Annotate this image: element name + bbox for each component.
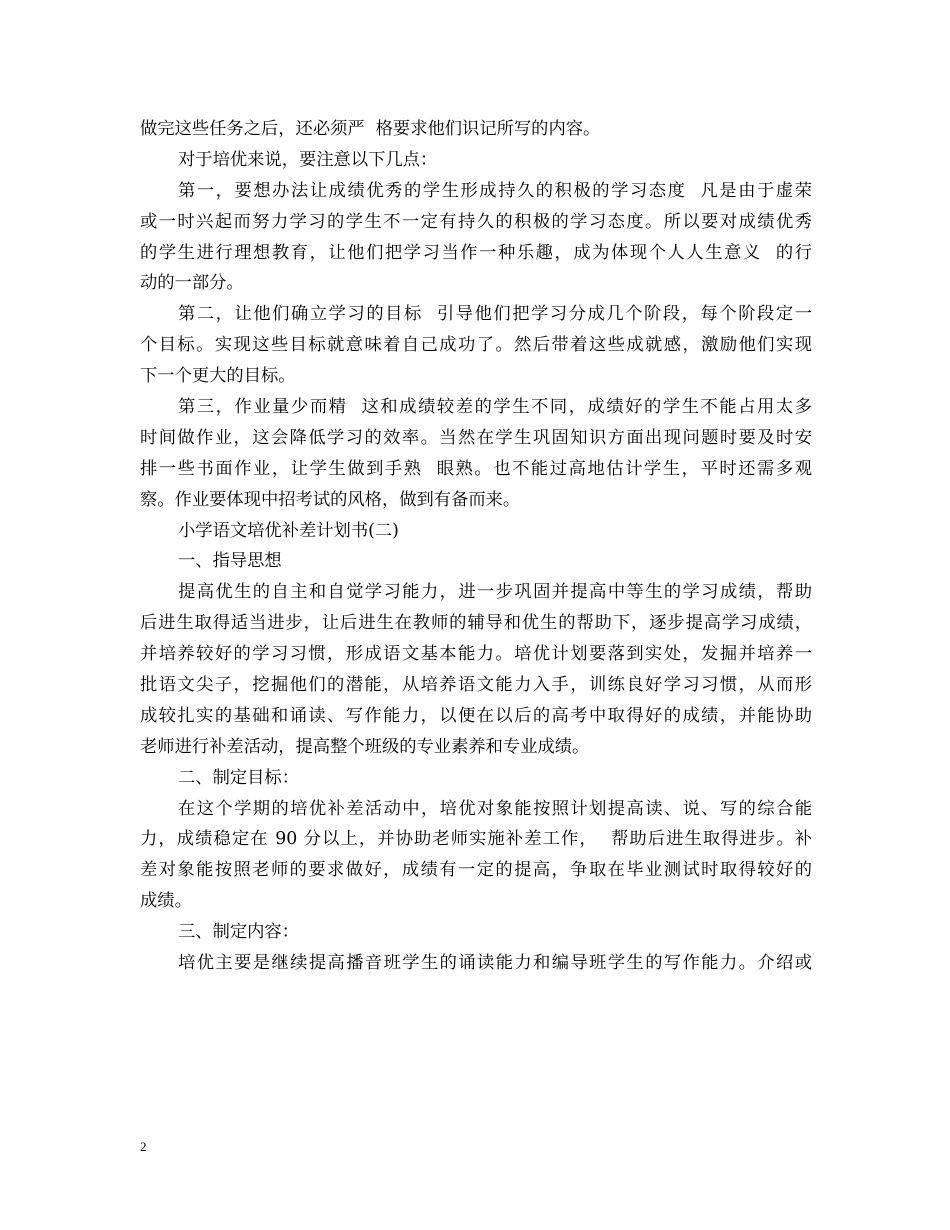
text-line: 老师进行补差活动，提高整个班级的专业素养和专业成绩。 bbox=[140, 736, 590, 757]
text-line: 个目标。实现这些目标就意味着自己成功了。然后带着这些成就感，激励他们实现 bbox=[140, 335, 812, 356]
text-line: 提高优生的自主和自觉学习能力，进一步巩固并提高中等生的学习成绩，帮助 bbox=[178, 582, 812, 603]
text-line: 的学生进行理想教育，让他们把学习当作一种乐趣，成为体现个人人生意义 的行 bbox=[140, 242, 812, 263]
page-number: 2 bbox=[140, 1139, 147, 1154]
text-line: 成较扎实的基础和诵读、写作能力，以便在以后的高考中取得好的成绩，并能协助 bbox=[140, 705, 812, 726]
text-line: 第三，作业量少而精 这和成绩较差的学生不同，成绩好的学生不能占用太多 bbox=[178, 397, 812, 418]
text-line: 或一时兴起而努力学习的学生不一定有持久的积极的学习态度。所以要对成绩优秀 bbox=[140, 211, 812, 232]
text-line: 对于培优来说，要注意以下几点： bbox=[178, 149, 438, 170]
text-line: 培优主要是继续提高播音班学生的诵读能力和编导班学生的写作能力。介绍或 bbox=[178, 953, 812, 974]
text-line: 时间做作业，这会降低学习的效率。当然在学生巩固知识方面出现问题时要及时安 bbox=[140, 427, 812, 448]
text-line: 第二，让他们确立学习的目标 引导他们把学习分成几个阶段，每个阶段定一 bbox=[178, 304, 812, 325]
text-line: 察。作业要体现中招考试的风格，做到有备而来。 bbox=[140, 489, 521, 510]
text-line: 动的一部分。 bbox=[140, 273, 244, 294]
section-heading: 小学语文培优补差计划书(二) bbox=[178, 520, 399, 541]
text-line: 差对象能按照老师的要求做好，成绩有一定的提高，争取在毕业测试时取得较好的 bbox=[140, 860, 812, 881]
section-heading: 一、指导思想 bbox=[178, 551, 282, 572]
text-line: 做完这些任务之后，还必须严 格要求他们识记所写的内容。 bbox=[140, 119, 601, 139]
text-line: 成绩。 bbox=[140, 891, 192, 912]
text-line: 在这个学期的培优补差活动中，培优对象能按照计划提高读、说、写的综合能 bbox=[178, 798, 812, 819]
text-line: 后进生取得适当进步，让后进生在教师的辅导和优生的帮助下，逐步提高学习成绩， bbox=[140, 613, 812, 634]
text-line: 批语文尖子，挖掘他们的潜能，从培养语文能力入手，训练良好学习习惯，从而形 bbox=[140, 675, 812, 696]
section-heading: 二、制定目标： bbox=[178, 767, 299, 788]
text-line: 下一个更大的目标。 bbox=[140, 366, 296, 387]
section-heading: 三、制定内容： bbox=[178, 922, 299, 943]
text-line: 排一些书面作业，让学生做到手熟 眼熟。也不能过高地估计学生，平时还需多观 bbox=[140, 458, 812, 479]
text-line: 力，成绩稳定在 90 分以上，并协助老师实施补差工作， 帮助后进生取得进步。补 bbox=[140, 829, 812, 850]
text-line: 第一，要想办法让成绩优秀的学生形成持久的积极的学习态度 凡是由于虚荣 bbox=[178, 180, 812, 201]
document-body bbox=[140, 114, 812, 979]
text-line: 并培养较好的学习习惯，形成语文基本能力。培优计划要落到实处，发掘并培养一 bbox=[140, 644, 812, 665]
